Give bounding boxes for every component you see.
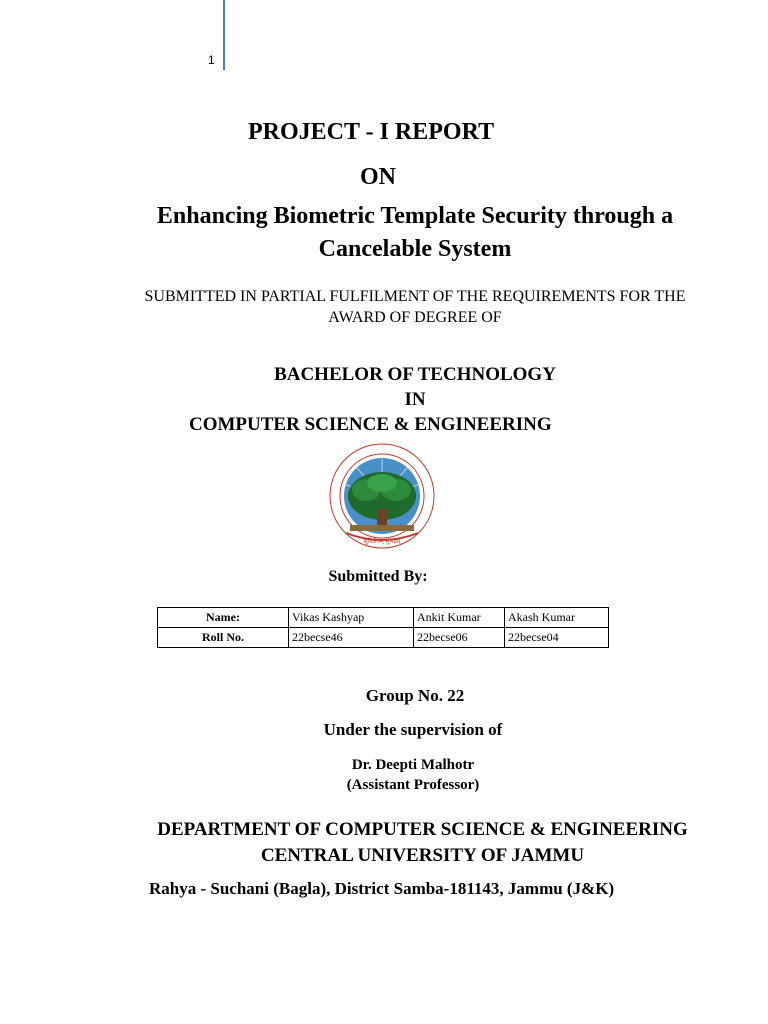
university-address: Rahya - Suchani (Bagla), District Samba-181143, Jammu (J&K)	[149, 879, 615, 898]
table-row	[158, 628, 609, 648]
student-roll: 22becse46	[289, 628, 414, 648]
degree-discipline: COMPUTER SCIENCE & ENGINEERING	[189, 414, 552, 435]
name-header: Name:	[158, 608, 289, 628]
page-margin-line	[223, 0, 225, 70]
supervision-label: Under the supervision of	[323, 720, 503, 739]
page-number: 1	[208, 53, 215, 67]
table-row	[158, 608, 609, 628]
student-name: Akash Kumar	[505, 608, 609, 628]
report-type-heading: PROJECT - I REPORT	[248, 119, 495, 145]
department-name: DEPARTMENT OF COMPUTER SCIENCE & ENGINEERING	[157, 819, 688, 840]
student-name: Ankit Kumar	[414, 608, 505, 628]
project-title-line1: Enhancing Biometric Template Security through a	[156, 203, 674, 229]
student-name: Vikas Kashyap	[289, 608, 414, 628]
degree-name: BACHELOR OF TECHNOLOGY	[274, 364, 556, 385]
university-name: CENTRAL UNIVERSITY OF JAMMU	[260, 845, 585, 866]
student-roll: 22becse06	[414, 628, 505, 648]
roll-header: Roll No.	[158, 628, 289, 648]
submission-statement-line2: AWARD OF DEGREE OF	[328, 309, 502, 326]
on-heading: ON	[360, 164, 396, 190]
project-title-line2: Cancelable System	[318, 236, 512, 262]
submission-statement-line1: SUBMITTED IN PARTIAL FULFILMENT OF THE REQUIREMENTS FOR THE	[144, 288, 686, 305]
university-seal-icon	[326, 443, 438, 549]
student-roll: 22becse04	[505, 628, 609, 648]
students-table	[157, 607, 609, 648]
degree-in: IN	[404, 389, 426, 410]
svg-text:सुविज्ञेयम् सुभद्रम्: सुविज्ञेयम् सुभद्रम्	[363, 538, 401, 545]
submitted-by-label: Submitted By:	[328, 568, 428, 585]
supervisor-designation: (Assistant Professor)	[346, 777, 480, 793]
group-number: Group No. 22	[365, 686, 465, 705]
supervisor-name: Dr. Deepti Malhotr	[351, 757, 475, 773]
